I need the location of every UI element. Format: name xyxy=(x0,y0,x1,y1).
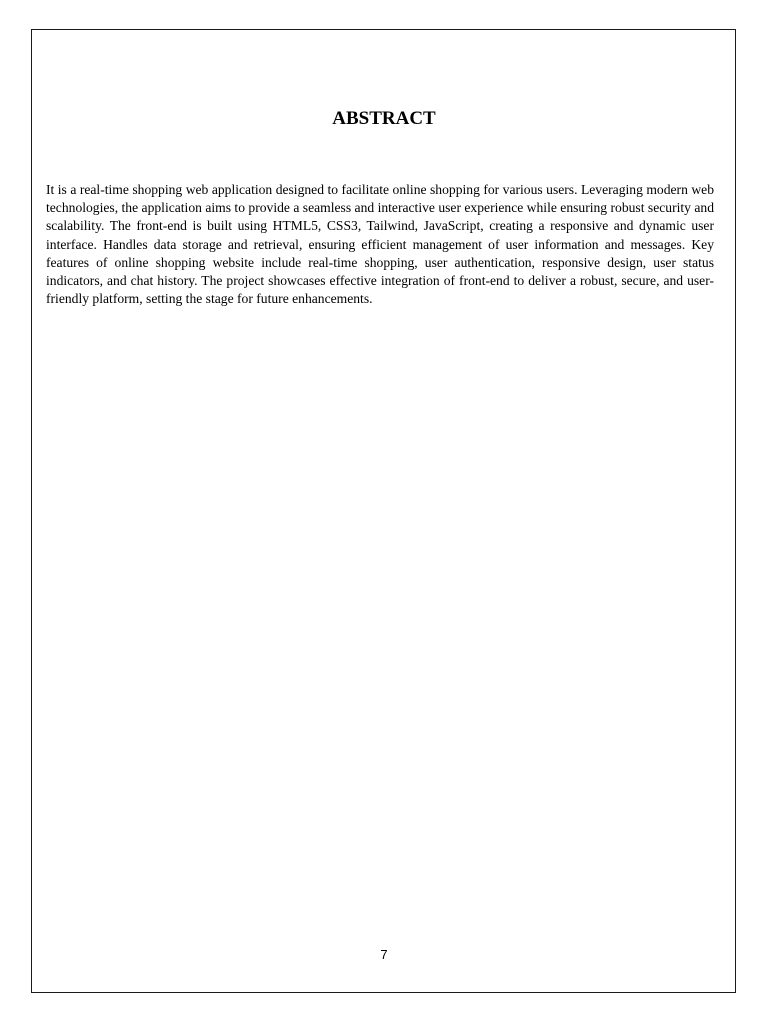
abstract-paragraph: It is a real-time shopping web application designed to facilitate online shopping for various users. Leveraging modern web technologies, the application aims to provide a seamless and interactive user experience while ensuring robust security and scalability. The front-end is built using HTML5, CSS3, Tailwind, JavaScript, creating a responsive and dynamic user interface. Handles data storage and retrieval, ensuring efficient management of user information and messages. Key features of online shopping website include real-time shopping, user authentication, responsive design, user status indicators, and chat history. The project showcases effective integration of front-end to deliver a robust, secure, and user-friendly platform, setting the stage for future enhancements. xyxy=(46,182,714,307)
page-title: ABSTRACT xyxy=(332,108,436,129)
page-border xyxy=(31,29,736,993)
page-number: 7 xyxy=(380,947,388,962)
